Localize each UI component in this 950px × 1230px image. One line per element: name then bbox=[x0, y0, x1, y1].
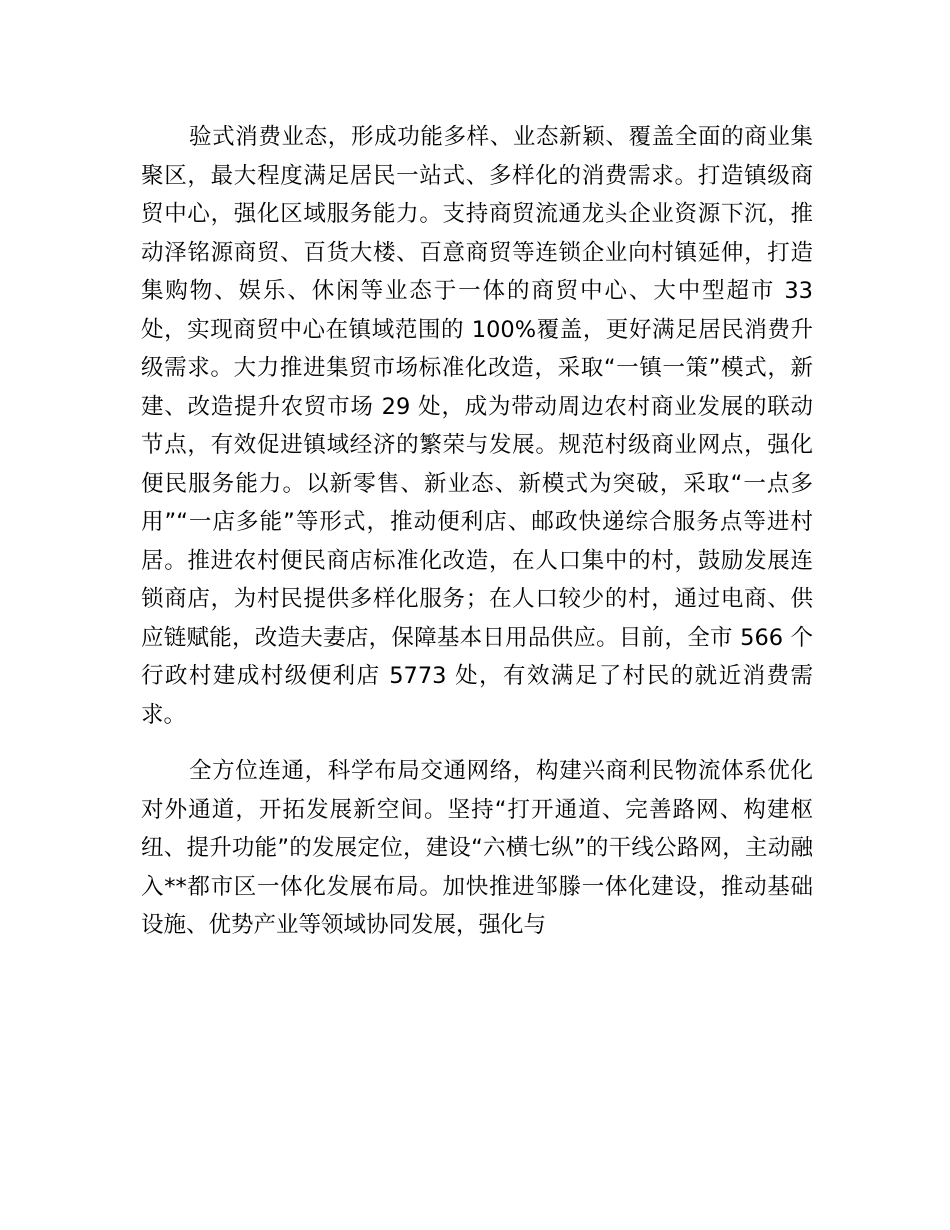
body-text bbox=[141, 118, 813, 945]
paragraph-2: 全方位连通，科学布局交通网络，构建兴商利民物流体系优化对外通道，开拓发展新空间。坚持“打开通道、完善路网、构建枢纽、提升功能”的发展定位，建设“六横七纵”的干线公路网，主动融入**都市区一体化发展布局。加快推进邹滕一体化建设，推动基础设施、优势产业等领域协同发展，强化与 bbox=[141, 758, 813, 938]
paragraph-1: 验式消费业态，形成功能多样、业态新颖、覆盖全面的商业集聚区，最大程度满足居民一站式、多样化的消费需求。打造镇级商贸中心，强化区域服务能力。支持商贸流通龙头企业资源下沉，推动泽铭源商贸、百货大楼、百意商贸等连锁企业向村镇延伸，打造集购物、娱乐、休闲等业态于一体的商贸中心、大中型超市 33 处，实现商贸中心在镇域范围的 100%覆盖，更好满足居民消费升级需求。大力推进集贸市场标准化改造，采取“一镇一策”模式，新建、改造提升农贸市场 29 处，成为带动周边农村商业发展的联动节点，有效促进镇域经济的繁荣与发展。规范村级商业网点，强化便民服务能力。以新零售、新业态、新模式为突破，采取“一点多用”“一店多能”等形式，推动便利店、邮政快递综合服务点等进村居。推进农村便民商店标准化改造，在人口集中的村，鼓励发展连锁商店，为村民提供多样化服务；在人口较少的村，通过电商、供应链赋能，改造夫妻店，保障基本日用品供应。目前，全市 566 个行政村建成村级便利店 5773 处，有效满足了村民的就近消费需求。 bbox=[141, 124, 813, 728]
